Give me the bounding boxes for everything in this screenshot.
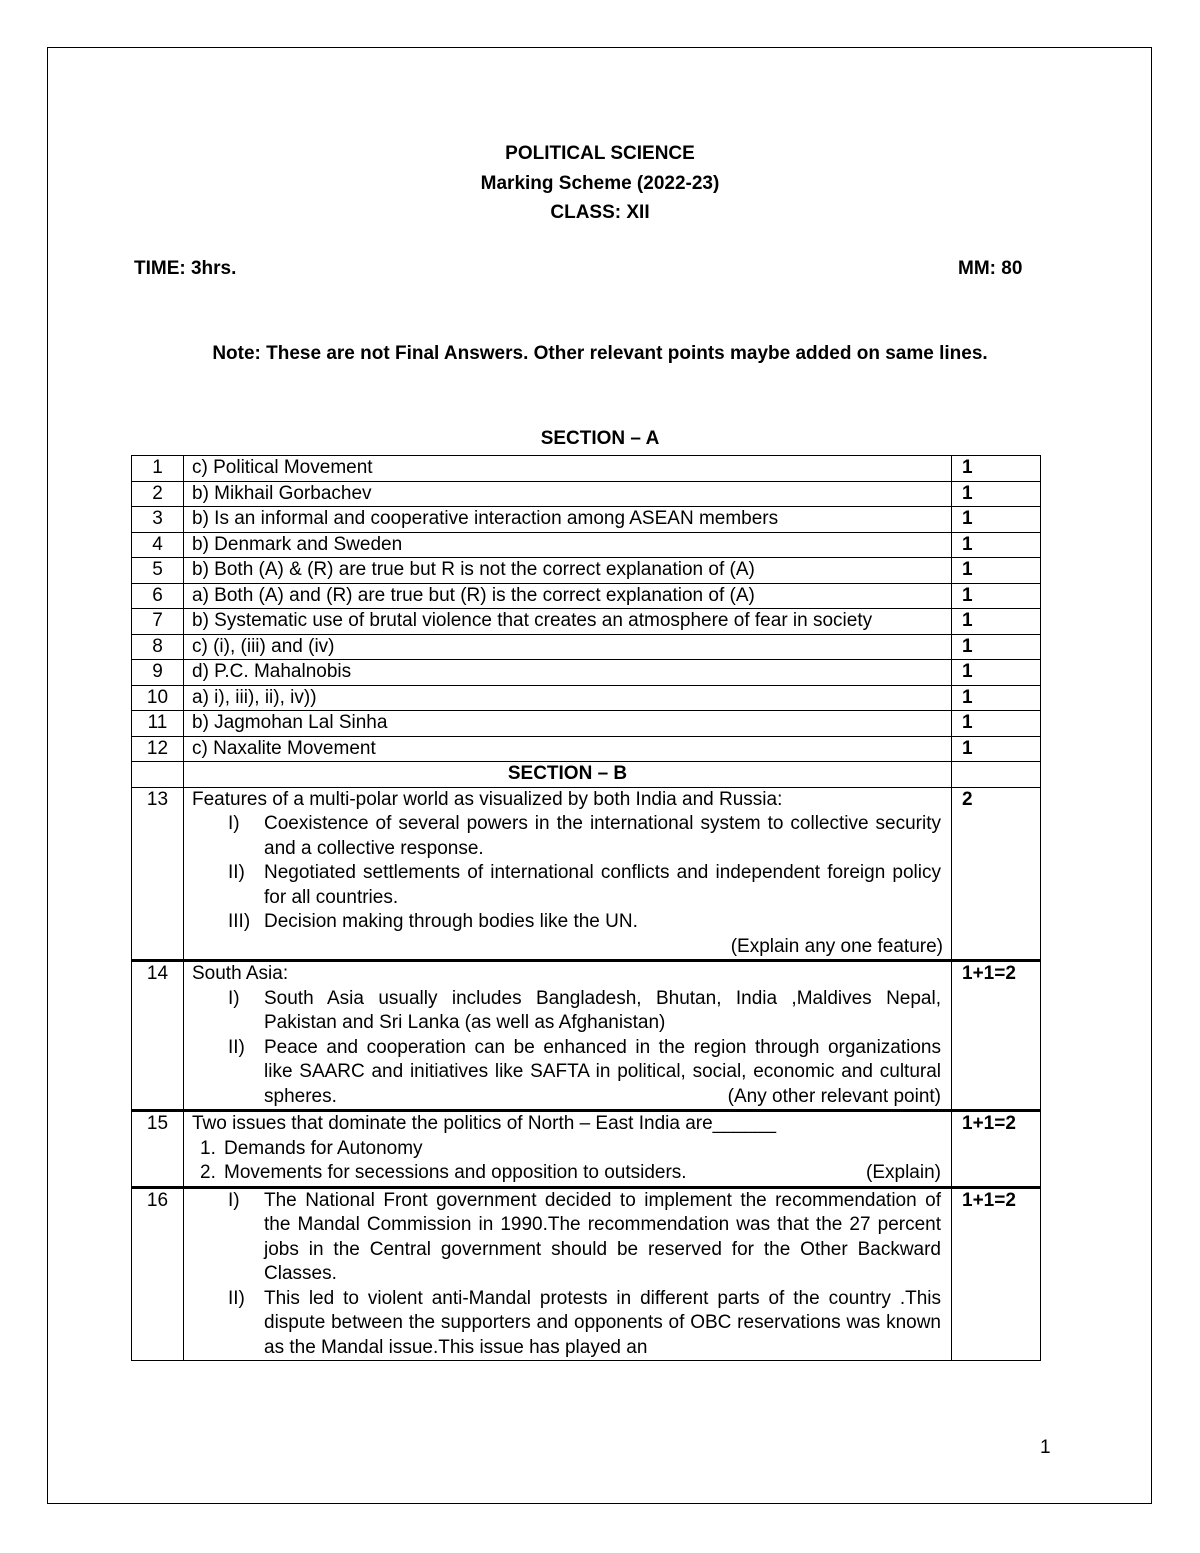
marks-cell: 1+1=2 bbox=[952, 1187, 1041, 1361]
answer-text: b) Is an informal and cooperative interaction among ASEAN members bbox=[184, 507, 952, 533]
question-number: 4 bbox=[132, 532, 184, 558]
marks-cell: 1+1=2 bbox=[952, 961, 1041, 1111]
max-marks-label: MM: 80 bbox=[958, 258, 1023, 279]
question-number: 2 bbox=[132, 481, 184, 507]
question-number: 16 bbox=[132, 1187, 184, 1361]
point-text: This led to violent anti-Mandal protests in different parts of the country .This dispute between the supporters and opponents of OBC reservations was known as the Mandal issue.This issue has played an bbox=[264, 1287, 941, 1358]
table-row bbox=[132, 583, 1041, 609]
question-number: 13 bbox=[132, 787, 184, 961]
question-number: 1 bbox=[132, 456, 184, 482]
answer-points bbox=[192, 1189, 943, 1361]
answer-text: a) Both (A) and (R) are true but (R) is the correct explanation of (A) bbox=[184, 583, 952, 609]
list-item bbox=[192, 987, 943, 1036]
section-a-title: SECTION – A bbox=[540, 428, 660, 449]
answer-intro: Two issues that dominate the politics of North – East India are______ bbox=[192, 1113, 777, 1134]
answer-intro: South Asia: bbox=[192, 963, 289, 984]
marks-cell: 1 bbox=[952, 685, 1041, 711]
question-number: 14 bbox=[132, 961, 184, 1111]
answer-text: c) (i), (iii) and (iv) bbox=[184, 634, 952, 660]
marks-cell: 1+1=2 bbox=[952, 1111, 1041, 1188]
answer-block bbox=[184, 1187, 952, 1361]
question-number: 9 bbox=[132, 660, 184, 686]
question-number: 12 bbox=[132, 736, 184, 762]
time-label: TIME: 3hrs. bbox=[134, 258, 237, 279]
point-text: Decision making through bodies like the UN. bbox=[264, 911, 638, 932]
marks-cell: 1 bbox=[952, 660, 1041, 686]
marks-cell: 1 bbox=[952, 558, 1041, 584]
answer-footer: (Explain) bbox=[866, 1162, 941, 1183]
question-number: 6 bbox=[132, 583, 184, 609]
point-label: 2. bbox=[200, 1162, 216, 1183]
table-row bbox=[132, 685, 1041, 711]
section-b-title: SECTION – B bbox=[184, 762, 952, 788]
marks-cell: 1 bbox=[952, 481, 1041, 507]
answer-text: c) Political Movement bbox=[184, 456, 952, 482]
point-text: Peace and cooperation can be enhanced in the region through organizations like SAARC and initiatives like SAFTA in political, social, economic and cultural spheres. bbox=[264, 1036, 941, 1107]
table-row bbox=[132, 711, 1041, 737]
marks-cell: 2 bbox=[952, 787, 1041, 961]
point-text: Movements for secessions and opposition to outsiders. bbox=[224, 1162, 687, 1183]
point-text: The National Front government decided to implement the recommendation of the Mandal Commission in 1990.The recommendation was that the 27 percent jobs in the Central government should be reserved for the Other Backward Classes. bbox=[264, 1189, 941, 1284]
point-label: 1. bbox=[200, 1137, 216, 1159]
marks-cell: 1 bbox=[952, 609, 1041, 635]
question-number: 10 bbox=[132, 685, 184, 711]
answer-block bbox=[184, 1111, 952, 1188]
point-label: II) bbox=[228, 1287, 245, 1309]
answer-text: b) Both (A) & (R) are true but R is not the correct explanation of (A) bbox=[184, 558, 952, 584]
table-row bbox=[132, 507, 1041, 533]
answer-points bbox=[192, 812, 943, 935]
marks-cell: 1 bbox=[952, 583, 1041, 609]
marking-table bbox=[131, 455, 1041, 1361]
answer-text: d) P.C. Mahalnobis bbox=[184, 660, 952, 686]
table-row bbox=[132, 609, 1041, 635]
list-item bbox=[192, 861, 943, 910]
list-item bbox=[192, 1036, 943, 1110]
marks-cell: 1 bbox=[952, 507, 1041, 533]
table-row bbox=[132, 736, 1041, 762]
question-number: 5 bbox=[132, 558, 184, 584]
answer-text: b) Denmark and Sweden bbox=[184, 532, 952, 558]
question-number: 8 bbox=[132, 634, 184, 660]
list-item bbox=[192, 812, 943, 861]
point-text: Negotiated settlements of international conflicts and independent foreign policy for all countries. bbox=[264, 862, 941, 908]
question-number: 11 bbox=[132, 711, 184, 737]
point-text: South Asia usually includes Bangladesh, Bhutan, India ,Maldives Nepal, Pakistan and Sri Lanka (as well as Afghanistan) bbox=[264, 987, 941, 1033]
marks-cell: 1 bbox=[952, 456, 1041, 482]
answer-footer: (Any other relevant point) bbox=[727, 1085, 941, 1107]
table-row bbox=[132, 961, 1041, 1111]
list-item bbox=[192, 1161, 943, 1186]
question-number: 15 bbox=[132, 1111, 184, 1188]
answer-footer: (Explain any one feature) bbox=[730, 935, 943, 957]
table-row bbox=[132, 660, 1041, 686]
answer-block bbox=[184, 787, 952, 961]
list-item bbox=[192, 1189, 943, 1287]
answer-text: c) Naxalite Movement bbox=[184, 736, 952, 762]
list-item bbox=[192, 910, 943, 935]
marks-cell: 1 bbox=[952, 634, 1041, 660]
section-b-header-row bbox=[132, 762, 1041, 788]
question-number: 3 bbox=[132, 507, 184, 533]
table-row bbox=[132, 481, 1041, 507]
table-row bbox=[132, 1111, 1041, 1188]
page-number: 1 bbox=[1040, 1437, 1051, 1458]
point-label: II) bbox=[228, 1036, 245, 1058]
table-row bbox=[132, 1187, 1041, 1361]
point-label: II) bbox=[228, 862, 245, 883]
point-label: III) bbox=[228, 911, 251, 932]
answer-points bbox=[192, 987, 943, 1110]
marks-cell: 1 bbox=[952, 532, 1041, 558]
marks-cell: 1 bbox=[952, 711, 1041, 737]
point-text: Coexistence of several powers in the international system to collective security and a collective response. bbox=[264, 813, 941, 859]
answer-block bbox=[184, 961, 952, 1111]
table-row bbox=[132, 558, 1041, 584]
note-text: Note: These are not Final Answers. Other relevant points maybe added on same lines. bbox=[212, 343, 988, 364]
point-label: I) bbox=[228, 1189, 240, 1211]
answer-text: a) i), iii), ii), iv)) bbox=[184, 685, 952, 711]
table-row bbox=[132, 532, 1041, 558]
answer-intro: Features of a multi-polar world as visualized by both India and Russia: bbox=[192, 788, 783, 810]
marks-cell: 1 bbox=[952, 736, 1041, 762]
scheme-title: Marking Scheme (2022-23) bbox=[480, 173, 720, 194]
class-title: CLASS: XII bbox=[550, 202, 650, 223]
answer-text: b) Systematic use of brutal violence that creates an atmosphere of fear in society bbox=[184, 609, 952, 635]
answer-points bbox=[192, 1137, 943, 1186]
list-item bbox=[192, 1137, 943, 1162]
question-number: 7 bbox=[132, 609, 184, 635]
answer-text: b) Mikhail Gorbachev bbox=[184, 481, 952, 507]
table-row bbox=[132, 456, 1041, 482]
subject-title: POLITICAL SCIENCE bbox=[505, 143, 695, 164]
answer-text: b) Jagmohan Lal Sinha bbox=[184, 711, 952, 737]
point-label: I) bbox=[228, 987, 240, 1009]
point-label: I) bbox=[228, 813, 240, 834]
list-item bbox=[192, 1287, 943, 1361]
point-text: Demands for Autonomy bbox=[224, 1137, 423, 1159]
table-row bbox=[132, 787, 1041, 961]
table-row bbox=[132, 634, 1041, 660]
